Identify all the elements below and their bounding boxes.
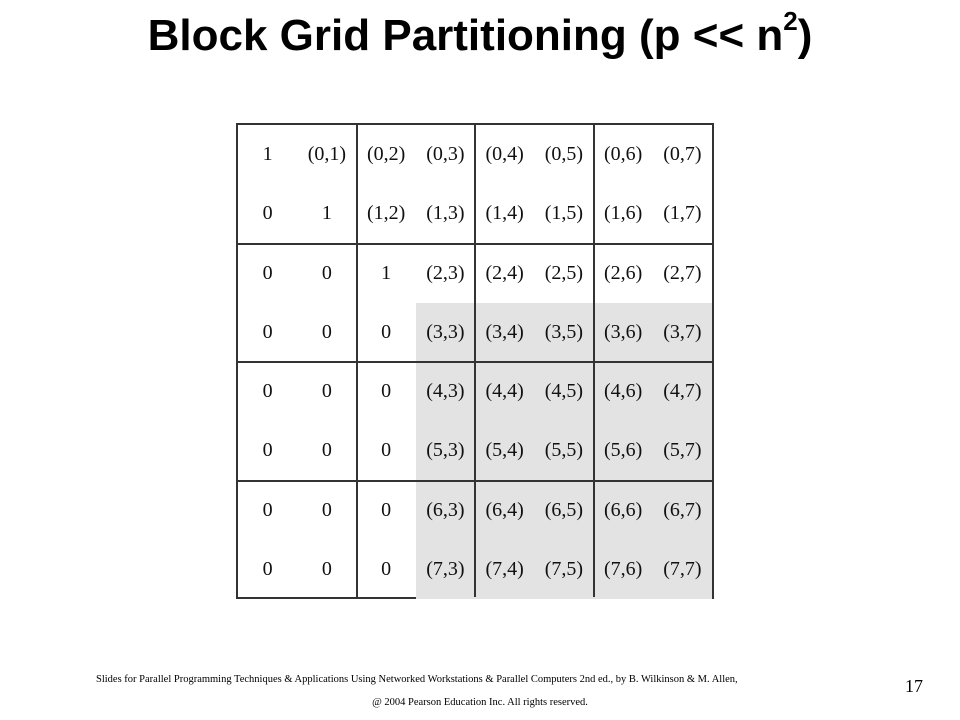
matrix-cell: (6,4) — [475, 481, 534, 540]
matrix-cell: (5,6) — [594, 421, 653, 480]
matrix-cell: (0,2) — [366, 143, 406, 166]
matrix-cell: (0,4) — [485, 143, 524, 166]
matrix-cell: (0,3) — [426, 143, 465, 166]
matrix-cell: 0 — [321, 557, 332, 580]
matrix-cell: (1,3) — [426, 202, 465, 225]
matrix-cell: 0 — [381, 557, 392, 580]
matrix-cell: 0 — [381, 380, 392, 403]
matrix-cell: 0 — [262, 202, 273, 225]
matrix-cell: (5,4) — [475, 421, 534, 480]
matrix-cell: 0 — [321, 380, 332, 403]
page-number: 17 — [905, 676, 923, 696]
matrix-cell: (0,5) — [544, 143, 584, 166]
footer-credit: Slides for Parallel Programming Techniques & Applications Using Networked Workstations & Parallel Computers 2nd ed., by B. Wilkinson & M. Allen, — [96, 674, 738, 685]
matrix-cell: (5,7) — [653, 421, 712, 480]
matrix-cell: (2,7) — [663, 261, 702, 284]
matrix-cell: (4,7) — [653, 362, 712, 421]
block-grid-matrix — [236, 123, 714, 599]
matrix-cell: (3,6) — [594, 303, 653, 362]
matrix-cell: (1,6) — [603, 202, 643, 225]
matrix-cell: 0 — [381, 439, 392, 462]
matrix-cell: 0 — [262, 320, 273, 343]
matrix-cell: 0 — [321, 320, 332, 343]
matrix-cell: (1,2) — [366, 202, 406, 225]
matrix-cell: 0 — [381, 498, 392, 521]
matrix-cell: (7,5) — [534, 540, 593, 599]
matrix-cell: (2,4) — [485, 261, 524, 284]
matrix-cell: (4,4) — [475, 362, 534, 421]
matrix-cell: (7,3) — [416, 540, 475, 599]
matrix-cell: 0 — [321, 439, 332, 462]
block-divider-vertical — [593, 125, 595, 597]
block-divider-horizontal — [238, 361, 712, 363]
matrix-cell: 0 — [262, 557, 273, 580]
matrix-cell: 1 — [381, 261, 392, 284]
matrix-cell: (4,5) — [534, 362, 593, 421]
matrix-cell: 0 — [381, 320, 392, 343]
matrix-cell: 0 — [321, 261, 332, 284]
matrix-cell: 0 — [262, 498, 273, 521]
matrix-cell: (3,3) — [416, 303, 475, 362]
matrix-cell: (3,4) — [475, 303, 534, 362]
matrix-cell: 1 — [262, 143, 273, 166]
matrix-cell: (6,7) — [653, 481, 712, 540]
matrix-cell: (0,6) — [603, 143, 643, 166]
matrix-cell: (1,4) — [485, 202, 524, 225]
matrix-cell: (6,3) — [416, 481, 475, 540]
matrix-cell: (2,3) — [426, 261, 465, 284]
matrix-cell: (2,5) — [544, 261, 584, 284]
slide-title — [0, 8, 960, 64]
matrix-cell: 1 — [321, 202, 332, 225]
matrix-cell: 0 — [321, 498, 332, 521]
matrix-cell: (7,6) — [594, 540, 653, 599]
matrix-cell: (6,6) — [594, 481, 653, 540]
block-divider-horizontal — [238, 480, 712, 482]
matrix-cell: (4,6) — [594, 362, 653, 421]
matrix-cell: 0 — [262, 261, 273, 284]
matrix-cell: (0,7) — [663, 143, 702, 166]
matrix-cell: (5,5) — [534, 421, 593, 480]
slide-title-superscript: 2 — [783, 6, 798, 36]
slide-title-suffix: ) — [797, 11, 813, 60]
matrix-cell: (3,5) — [534, 303, 593, 362]
matrix-cell: (7,4) — [475, 540, 534, 599]
matrix-cell: (0,1) — [307, 143, 347, 166]
matrix-cell: (4,3) — [416, 362, 475, 421]
matrix-cell: (1,7) — [663, 202, 702, 225]
slide-title-text: Block Grid Partitioning (p << n — [147, 11, 784, 60]
matrix-cell: (2,6) — [603, 261, 643, 284]
matrix-cell: 0 — [262, 439, 273, 462]
matrix-cell: (7,7) — [653, 540, 712, 599]
matrix-cell: (3,7) — [653, 303, 712, 362]
matrix-cell: (5,3) — [416, 421, 475, 480]
footer-copyright: @ 2004 Pearson Education Inc. All rights reserved. — [372, 697, 588, 708]
matrix-cell: (1,5) — [544, 202, 584, 225]
matrix-cell: 0 — [262, 380, 273, 403]
matrix-cell: (6,5) — [534, 481, 593, 540]
